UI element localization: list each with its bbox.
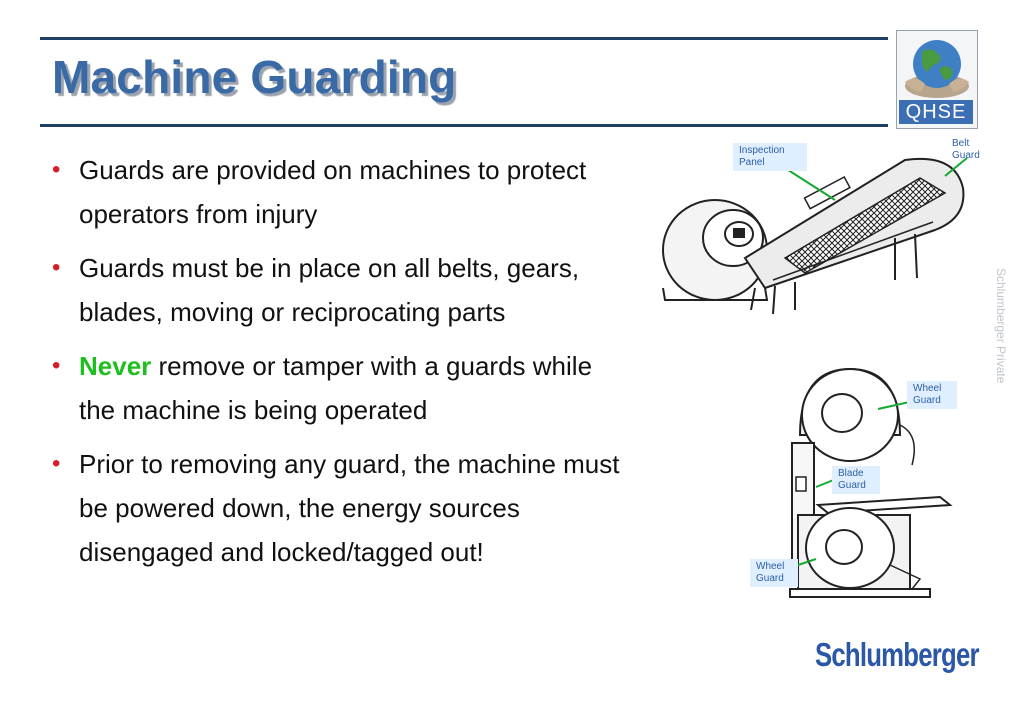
bullet-text: Guards must be in place on all belts, gears, blades, moving or reciprocating parts (79, 253, 580, 327)
belt-guard-callout (952, 138, 980, 162)
bullet-icon: • (52, 254, 61, 281)
wheel-guard-bottom-label-line1: Wheel (756, 561, 785, 572)
wheel-guard-top-label-line2: Guard (913, 395, 941, 406)
list-item (52, 344, 632, 432)
wheel-guard-bottom-callout (750, 559, 798, 587)
inspection-panel-callout (733, 143, 807, 171)
bullet-icon: • (52, 352, 61, 379)
bullet-icon: • (52, 156, 61, 183)
list-item (52, 442, 632, 574)
bullet-list (52, 148, 632, 584)
blade-guard-label-line1: Blade (838, 468, 864, 479)
logo-label: QHSE (899, 100, 973, 124)
title-rule-bottom (40, 124, 888, 127)
list-item (52, 246, 632, 334)
bullet-text: remove or tamper with a guards while the machine is being operated (79, 351, 593, 425)
blade-guard-callout (832, 466, 880, 494)
belt-guard-label-line1: Belt (952, 138, 970, 149)
blade-guard-label-line2: Guard (838, 480, 866, 491)
bullet-emphasis: Never (79, 351, 152, 381)
globe-in-hands-icon (902, 34, 972, 100)
bullet-text: Prior to removing any guard, the machine must be powered down, the energy sources disengaged and locked/tagged out! (79, 449, 620, 567)
wheel-guard-top-label-line1: Wheel (913, 383, 942, 394)
inspection-panel-label-line1: Inspection (739, 145, 785, 156)
bullet-text: Guards are provided on machines to protect operators from injury (79, 155, 587, 229)
list-item (52, 148, 632, 236)
belt-guard-illustration (655, 138, 985, 318)
wheel-guard-top-callout (907, 381, 957, 409)
belt-guard-label-line2: Guard (952, 150, 980, 161)
company-logo-text: Schlumberger (815, 636, 979, 673)
qhse-logo (896, 30, 978, 128)
wheel-guard-bottom-label-line2: Guard (756, 573, 784, 584)
slide-title: Machine Guarding (52, 51, 457, 103)
bullet-icon: • (52, 450, 61, 477)
confidentiality-label: Schlumberger Private (994, 268, 1008, 384)
inspection-panel-label-line2: Panel (739, 157, 765, 168)
title-rule-top (40, 37, 888, 40)
